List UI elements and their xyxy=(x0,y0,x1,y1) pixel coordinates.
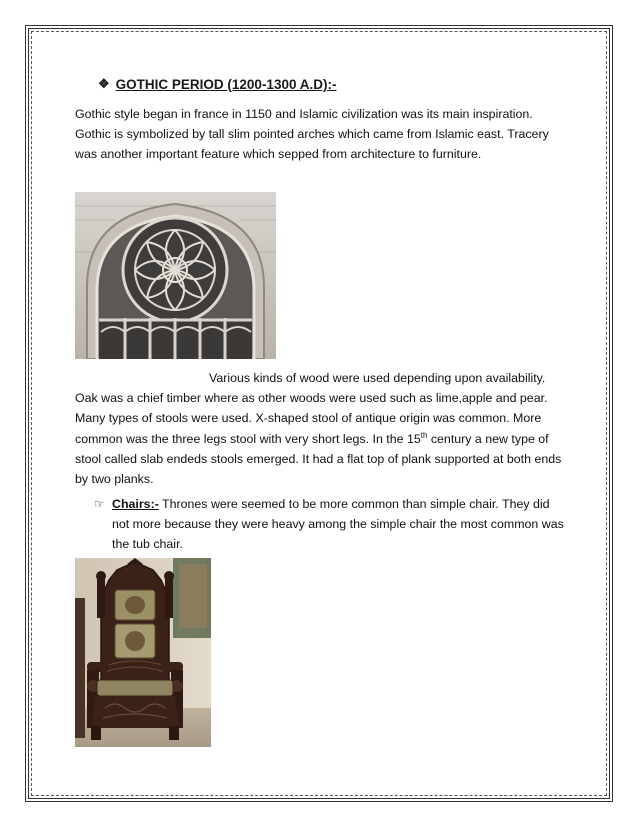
gothic-window-image xyxy=(75,192,276,359)
chairs-text: Thrones were seemed to be more common than simple chair. They did not more because they were heavy among the simple chair the most common was the tub chair. xyxy=(112,497,564,552)
body-text-part1: Various kinds of wood were used depending upon availability. Oak was a chief timber where as other woods were used such as lime,apple and pear. Many types of stools were used. X-shaped stool of antique origin was common. More common was the three legs stool with very short legs. In the 15 xyxy=(75,371,548,446)
wood-stools-paragraph xyxy=(75,368,570,489)
chairs-bullet-item xyxy=(94,494,564,555)
section-heading xyxy=(98,76,336,92)
heading-text: GOTHIC PERIOD (1200-1300 A.D):- xyxy=(115,76,337,92)
ordinal-suffix: th xyxy=(420,430,428,440)
pointing-hand-icon: ☞ xyxy=(94,497,105,511)
body-text-part2: century a new type of stool called slab endeds stools emerged. It had a flat top of plank supported at both ends by two planks. xyxy=(75,431,562,487)
diamond-bullet-icon: ❖ xyxy=(98,76,110,91)
intro-paragraph: Gothic style began in france in 1150 and Islamic civilization was its main inspiration. Gothic is symbolized by tall slim pointed arches which came from Islamic east. Tracery was another important feature which sepped from architecture to furniture. xyxy=(75,107,549,162)
gothic-chair-image xyxy=(75,558,211,747)
chairs-label: Chairs:- xyxy=(112,497,159,511)
